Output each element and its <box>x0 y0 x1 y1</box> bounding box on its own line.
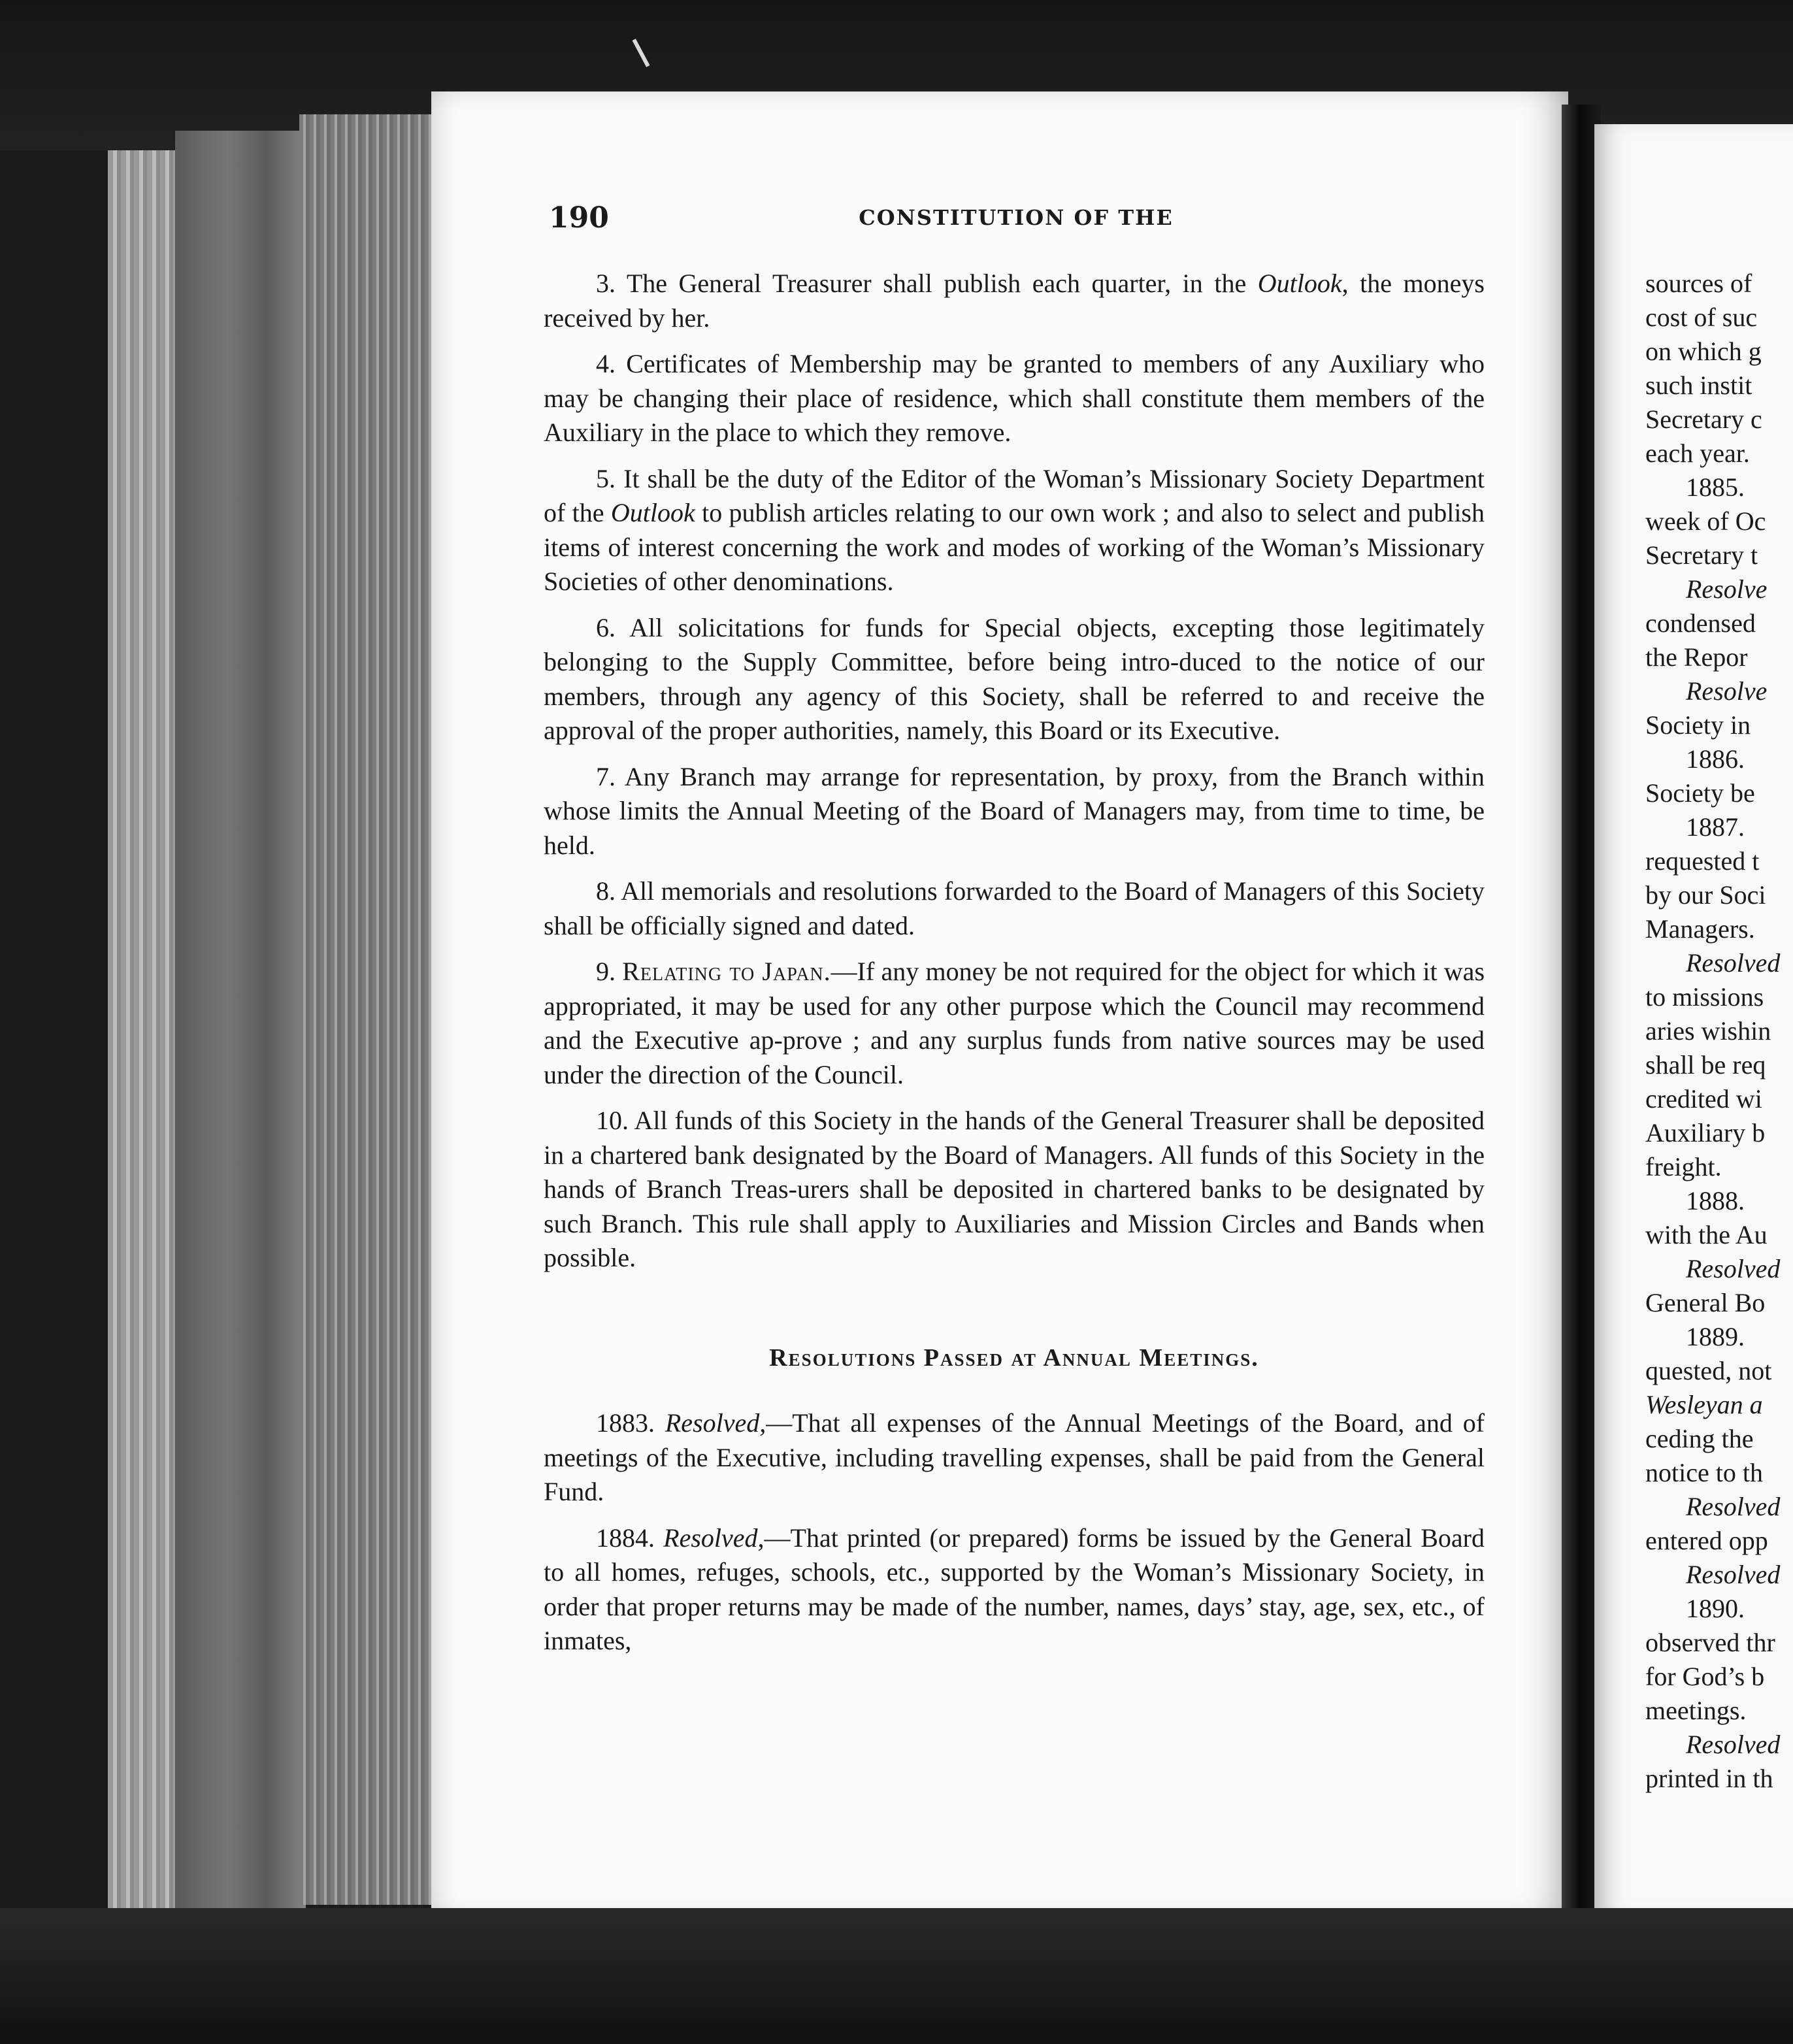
right-page-line: credited wi <box>1645 1084 1762 1113</box>
right-page-line: on which g <box>1645 337 1762 366</box>
right-page-line: 1885. <box>1686 472 1745 502</box>
resolution-year: 1883. <box>596 1408 665 1438</box>
right-page-line: 1890. <box>1686 1594 1745 1623</box>
section-heading: Resolutions Passed at Annual Meetings. <box>769 1343 1259 1372</box>
right-page-line: Secretary c <box>1645 404 1762 434</box>
resolution-text: —That all expenses of the Annual Meetings of the Board, and of meetings of the Executive, including travelling expenses, shall be paid from the General Fund. <box>544 1408 1485 1506</box>
right-page-line: Resolve <box>1686 574 1768 604</box>
paragraph-text: , the moneys received by her. <box>544 269 1485 333</box>
right-page-line: Wesleyan a <box>1645 1390 1763 1419</box>
right-page-line: 1889. <box>1686 1322 1745 1351</box>
right-page-line: ceding the <box>1645 1424 1754 1453</box>
right-page-line: for God’s b <box>1645 1662 1765 1691</box>
right-page-line: printed in th <box>1645 1764 1773 1793</box>
right-page-line: Society in <box>1645 710 1751 740</box>
right-page-line: entered opp <box>1645 1526 1768 1555</box>
right-page-line: Secretary t <box>1645 540 1758 570</box>
right-page-line: condensed <box>1645 608 1756 638</box>
right-page-line: requested t <box>1645 846 1760 876</box>
paragraph-italic: Outlook <box>1257 269 1342 298</box>
article-paragraphs <box>544 267 1485 943</box>
paragraph-text: 6. All solicitations for funds for Special objects, excepting those legitimately belonging to the Supply Committee, before being intro-duced to the notice of our members, through any agency of this Society, shall be referred to and receive the approval of the proper authorities, namely, this Board or its Executive. <box>544 612 1485 745</box>
right-page-line: by our Soci <box>1645 880 1766 910</box>
page-edges-middle <box>175 131 306 1908</box>
right-page-text <box>1645 267 1793 1796</box>
right-page-line: each year. <box>1645 438 1750 468</box>
paragraph-10: 10. All funds of this Society in the hands of the General Treasurer shall be deposited in a chartered bank designated by the Board of Managers. All funds of this Society in the hands of Branch Treas-urers shall be deposited in chartered banks to be designated by such Branch. This rule shall apply to Auxiliaries and Mission Circles and Bands when possible. <box>544 1106 1485 1272</box>
page-number: 190 <box>549 201 609 235</box>
paragraph-7 <box>544 760 1485 863</box>
running-head <box>549 201 1483 240</box>
right-page-line: sources of <box>1645 269 1752 298</box>
resolutions-list <box>544 1406 1485 1658</box>
right-page-line: Resolved <box>1686 1492 1781 1521</box>
resolution-year: 1884. <box>596 1523 664 1553</box>
right-page-line: Managers. <box>1645 914 1755 944</box>
paragraph-text: 8. All memorials and resolutions forwarded to the Board of Managers of this Society shall be officially signed and dated. <box>544 876 1485 940</box>
resolution-entry <box>544 1406 1485 1509</box>
right-page-line: Auxiliary b <box>1645 1118 1766 1147</box>
right-page-line: meetings. <box>1645 1696 1747 1725</box>
paragraph-text: 5. It shall be the duty of the Editor of the Woman’s Missionary Society Department of the <box>544 463 1485 527</box>
paragraph-9 <box>544 955 1485 1092</box>
right-page-line: with the Au <box>1645 1220 1768 1249</box>
left-page-body <box>544 267 1485 1670</box>
paragraph-9-number: 9. <box>596 957 616 986</box>
paragraph-text: to publish articles relating to our own work ; and also to select and publish items of interest concerning the work and modes of working of the Woman’s Missionary Societies of other denominations. <box>544 498 1485 596</box>
paragraph-italic: Outlook <box>610 498 695 527</box>
right-page-line: cost of suc <box>1645 303 1758 332</box>
right-page-line: to missions <box>1645 982 1764 1012</box>
paragraph-9-text: —If any money be not required for the object for which it was appropriated, it may be used for any other purpose which the Council may recommend and the Executive ap-prove ; and any surplus funds from native sources may be used under the direction of the Council. <box>544 957 1485 1089</box>
right-page-line: freight. <box>1645 1152 1722 1181</box>
paragraph-5 <box>544 462 1485 599</box>
right-page-line: General Bo <box>1645 1288 1766 1317</box>
page-edges-inner <box>299 114 450 1905</box>
resolved-label: Resolved, <box>663 1523 765 1553</box>
paragraph-3 <box>544 267 1485 335</box>
page-edges-outer <box>108 150 180 1908</box>
paragraph-6 <box>544 611 1485 748</box>
right-page-line: 1886. <box>1686 744 1745 774</box>
right-page-line: Resolve <box>1686 676 1768 706</box>
right-page-line: such instit <box>1645 371 1752 400</box>
paragraph-text: 4. Certificates of Membership may be granted to members of any Auxiliary who may be changing their place of residence, which shall constitute them members of the Auxiliary in the place to which they remove. <box>544 349 1485 447</box>
right-page-line: observed thr <box>1645 1628 1775 1657</box>
paragraph-9-caps: Relating to Japan. <box>622 957 831 986</box>
right-page-line: shall be req <box>1645 1050 1766 1080</box>
right-page-line: Resolved <box>1686 1560 1781 1589</box>
right-page-line: 1887. <box>1686 812 1745 842</box>
right-page-line: notice to th <box>1645 1458 1763 1487</box>
right-page-line: Society be <box>1645 778 1755 808</box>
right-page-line: 1888. <box>1686 1186 1745 1215</box>
right-page-line: quested, not <box>1645 1356 1772 1385</box>
running-title: CONSTITUTION OF THE <box>859 205 1174 230</box>
resolution-entry <box>544 1521 1485 1658</box>
paragraph-text: 7. Any Branch may arrange for representation, by proxy, from the Branch within whose limits the Annual Meeting of the Board of Managers may, from time to time, be held. <box>544 761 1485 860</box>
scanner-bottom <box>0 1908 1793 2044</box>
resolved-label: Resolved, <box>665 1408 766 1438</box>
right-page-line: Resolved <box>1686 1730 1781 1759</box>
right-page-line: the Repor <box>1645 642 1748 672</box>
right-page-line: week of Oc <box>1645 506 1766 536</box>
right-page-line: aries wishin <box>1645 1016 1771 1046</box>
paragraph-text: 3. The General Treasurer shall publish each quarter, in the <box>596 269 1258 298</box>
paragraph-8 <box>544 874 1485 943</box>
right-page-line: Resolved <box>1686 1254 1781 1283</box>
paragraph-4 <box>544 347 1485 450</box>
right-page-line: Resolved <box>1686 948 1781 978</box>
resolution-text: —That printed (or prepared) forms be issued by the General Board to all homes, refuges, schools, etc., supported by the Woman’s Missionary Society, in order that proper returns may be made of the number, names, days’ stay, age, sex, etc., of inmates, <box>544 1523 1485 1655</box>
